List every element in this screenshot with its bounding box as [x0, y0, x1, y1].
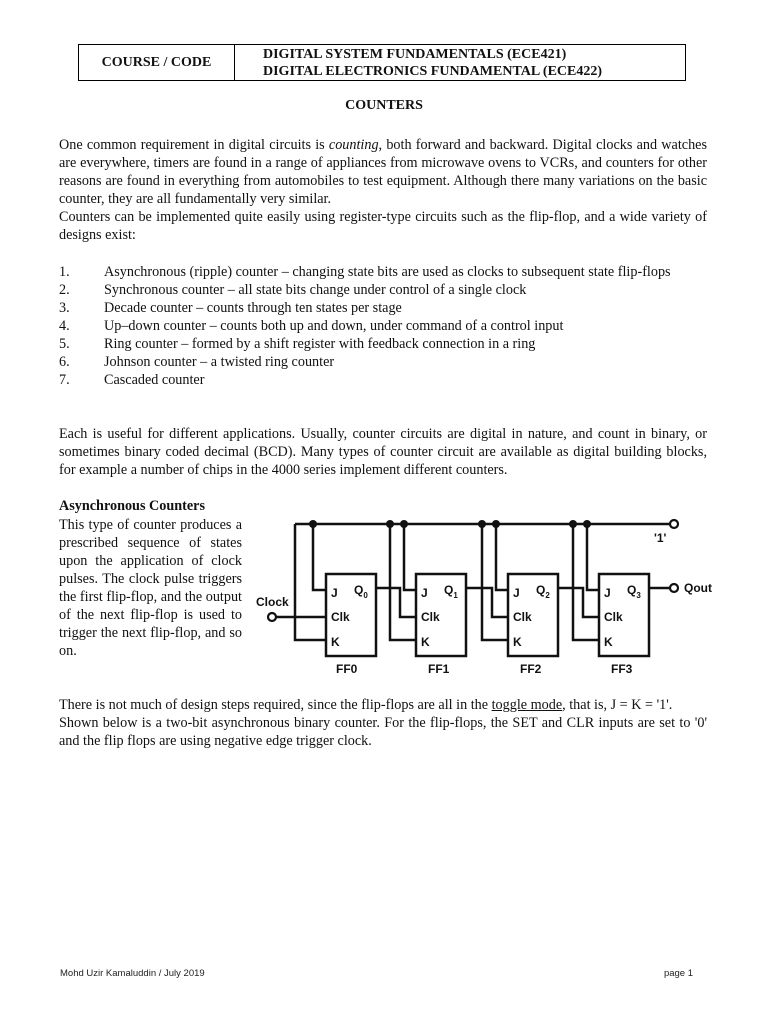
- ff2-j-label: J: [513, 586, 520, 600]
- toggle-text-end: , that is, J = K = '1'.: [562, 697, 673, 713]
- q1-to-clk2-wire: [466, 588, 508, 617]
- list-item-number: 4.: [59, 318, 70, 334]
- intro-emphasis: counting: [328, 137, 379, 153]
- list-item: [59, 281, 707, 299]
- async-counters-heading: Asynchronous Counters: [59, 498, 205, 514]
- async-counters-text: This type of counter produces a prescribed sequence of states upon the application of clock pulses. The clock pulse triggers the first flip-flop, and the output of the next flip-flop is used to trigger the next flip-flop, and so on.: [59, 517, 242, 659]
- list-item-text: Asynchronous (ripple) counter – changing state bits are used as clocks to subsequent state flip-flops: [104, 264, 671, 280]
- list-item-text: Up–down counter – counts both up and down, under command of a control input: [104, 318, 564, 334]
- ff2-j-wire: [496, 524, 508, 590]
- ff2-k-label: K: [513, 635, 522, 649]
- ff0-name: FF0: [336, 662, 358, 676]
- course-header-table: [78, 44, 686, 81]
- course-name-line-1: DIGITAL SYSTEM FUNDAMENTALS (ECE421): [263, 46, 567, 62]
- ff0-j-wire: [313, 524, 326, 590]
- list-item: [59, 263, 707, 281]
- q0-to-clk1-wire: [376, 588, 416, 617]
- ff3-j-label: J: [604, 586, 611, 600]
- ff3-name: FF3: [611, 662, 633, 676]
- list-item-text: Decade counter – counts through ten states per stage: [104, 300, 402, 316]
- toggle-mode-paragraph: [59, 696, 707, 750]
- list-item: [59, 335, 707, 353]
- ff0-j-label: J: [331, 586, 338, 600]
- list-item-number: 5.: [59, 336, 70, 352]
- two-bit-counter-text: Shown below is a two-bit asynchronous binary counter. For the flip-flops, the SET and CLR inputs are set to '0' and the flip flops are using negative edge trigger clock.: [59, 715, 707, 749]
- list-item: [59, 353, 707, 371]
- list-item-number: 6.: [59, 354, 70, 370]
- page-title: COUNTERS: [345, 98, 423, 113]
- qout-label: Qout: [684, 581, 712, 595]
- ff1-j-wire: [404, 524, 416, 590]
- toggle-text-start: There is not much of design steps required, since the flip-flops are all in the: [59, 697, 492, 713]
- ff3-k-label: K: [604, 635, 613, 649]
- logic-one-label: '1': [654, 531, 667, 545]
- junction-dot: [569, 520, 577, 528]
- ff3-q-base: Q: [627, 583, 637, 597]
- ff0-k-label: K: [331, 635, 340, 649]
- junction-dot: [309, 520, 317, 528]
- ff2-q-base: Q: [536, 583, 546, 597]
- junction-dot: [386, 520, 394, 528]
- list-item-text: Johnson counter – a twisted ring counter: [104, 354, 335, 370]
- list-item-text: Ring counter – formed by a shift register with feedback connection in a ring: [104, 336, 536, 352]
- ff3-j-wire: [587, 524, 599, 590]
- ff0-q-sub: 0: [363, 591, 368, 600]
- ff1-q-base: Q: [444, 583, 454, 597]
- footer-page-number: page 1: [663, 968, 693, 979]
- list-item-text: Synchronous counter – all state bits change under control of a single clock: [104, 282, 527, 298]
- list-item-number: 2.: [59, 282, 70, 298]
- course-code-label: COURSE / CODE: [79, 45, 235, 80]
- junction-dot: [400, 520, 408, 528]
- ff2-q-sub: 2: [545, 591, 550, 600]
- junction-dot: [492, 520, 500, 528]
- footer-author: Mohd Uzir Kamaluddin / July 2019: [60, 968, 205, 979]
- qout-terminal: [670, 584, 678, 592]
- ff2-name: FF2: [520, 662, 542, 676]
- list-item-number: 7.: [59, 372, 70, 388]
- ff3-clk-label: Clk: [604, 610, 623, 624]
- clock-terminal: [268, 613, 276, 621]
- q2-to-clk3-wire: [558, 588, 599, 617]
- ff1-k-label: K: [421, 635, 430, 649]
- ff1-clk-label: Clk: [421, 610, 440, 624]
- ff1-name: FF1: [428, 662, 450, 676]
- intro-text-start: One common requirement in digital circuits is: [59, 137, 329, 153]
- course-name-line-2: DIGITAL ELECTRONICS FUNDAMENTAL (ECE422): [263, 63, 603, 79]
- logic-one-terminal: [670, 520, 678, 528]
- intro-paragraph: [59, 136, 707, 208]
- ff3-q-sub: 3: [636, 591, 641, 600]
- counter-type-list: [59, 263, 707, 389]
- ff1-q-sub: 1: [453, 591, 458, 600]
- ff1-j-label: J: [421, 586, 428, 600]
- ripple-counter-diagram: [250, 508, 720, 683]
- ff2-clk-label: Clk: [513, 610, 532, 624]
- ff0-clk-label: Clk: [331, 610, 350, 624]
- intro-paragraph-2: Counters can be implemented quite easily using register-type circuits such as the flip-flop, and a wide variety of designs exist:: [59, 209, 707, 243]
- course-names: [235, 45, 685, 80]
- junction-dot: [478, 520, 486, 528]
- list-item-text: Cascaded counter: [104, 372, 205, 388]
- clock-label: Clock: [256, 595, 289, 609]
- intro-text-end: , both forward and backward. Digital clocks and watches are everywhere, timers are found in a range of appliances from microwave ovens to VCRs, and counters for other reasons are found in everything from automobiles to test equipment. Although there many variations on the basic counter, they are all fundamentally very similar.: [59, 137, 707, 207]
- toggle-mode-term: toggle mode: [491, 697, 563, 713]
- list-item: [59, 371, 707, 389]
- list-item-number: 3.: [59, 300, 70, 316]
- list-item: [59, 299, 707, 317]
- list-item: [59, 317, 707, 335]
- ff0-q-base: Q: [354, 583, 364, 597]
- junction-dot: [583, 520, 591, 528]
- ff0-k-wire: [295, 524, 326, 640]
- applications-paragraph: Each is useful for different applications. Usually, counter circuits are digital in nature, and count in binary, or sometimes binary coded decimal (BCD). Many types of counter circuit are available as digital building blocks, for example a number of chips in the 4000 series implement different counters.: [59, 426, 707, 478]
- list-item-number: 1.: [59, 264, 70, 280]
